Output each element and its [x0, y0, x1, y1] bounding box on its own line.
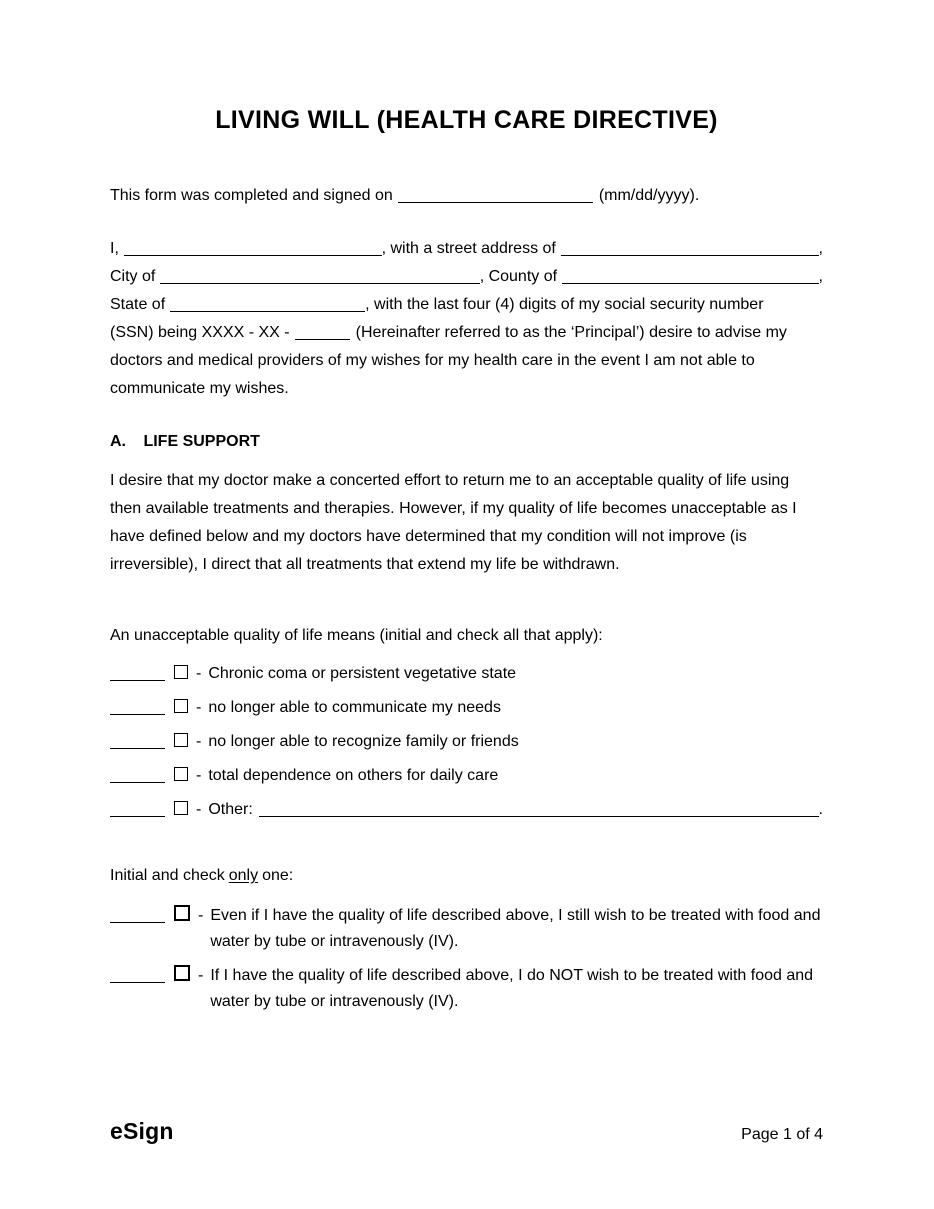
- principal-intro-text: I,: [110, 240, 119, 257]
- initials-field[interactable]: [110, 921, 165, 923]
- principal-paragraph: [110, 235, 823, 403]
- city-field[interactable]: [160, 282, 479, 284]
- initials-field[interactable]: [110, 679, 165, 681]
- ssn-last-four-field[interactable]: [295, 338, 350, 340]
- exclusive-option: [110, 963, 823, 1015]
- esign-logo: eSign: [110, 1118, 174, 1144]
- county-text: , County of: [479, 268, 558, 285]
- checkbox[interactable]: [174, 733, 188, 747]
- other-line-period: .: [818, 801, 823, 818]
- section-a-number: A.: [110, 433, 126, 450]
- checklist-prompt: An unacceptable quality of life means (initial and check all that apply):: [110, 627, 603, 644]
- checklist-item: [110, 731, 823, 753]
- initials-field[interactable]: [110, 781, 165, 783]
- principal-name-field[interactable]: [124, 254, 382, 256]
- principal-line-4: [110, 319, 823, 347]
- exclusive-prompt-post: one:: [262, 867, 294, 884]
- exclusive-option-label: Even if I have the quality of life described above, I still wish to be treated with food and water by tube or intravenously (IV).: [210, 907, 821, 950]
- dash-separator: -: [196, 767, 202, 784]
- signed-date-text: This form was completed and signed on: [110, 187, 393, 204]
- section-a-heading: [110, 429, 823, 455]
- other-description-field[interactable]: [259, 815, 819, 817]
- checklist-item-label: Other:: [208, 801, 253, 818]
- initials-field[interactable]: [110, 981, 165, 983]
- line-1-comma: ,: [818, 240, 823, 257]
- city-text: City of: [110, 268, 156, 285]
- date-format-hint: (mm/dd/yyyy).: [598, 187, 700, 204]
- principal-line-6: communicate my wishes.: [110, 380, 289, 397]
- principal-line-2: [110, 263, 823, 291]
- checklist-item-label: Chronic coma or persistent vegetative state: [208, 665, 517, 682]
- dash-separator: -: [198, 907, 204, 924]
- checklist-item-label: no longer able to recognize family or friends: [208, 733, 519, 750]
- dash-separator: -: [196, 699, 202, 716]
- checklist-item: [110, 697, 823, 719]
- dash-separator: -: [196, 733, 202, 750]
- document-title: LIVING WILL (HEALTH CARE DIRECTIVE): [215, 106, 718, 134]
- exclusive-option: [110, 903, 823, 955]
- exclusive-options-list: [110, 903, 823, 1015]
- unacceptable-quality-checklist: [110, 663, 823, 821]
- checklist-item-other: [110, 799, 823, 821]
- hereinafter-text: (Hereinafter referred to as the ‘Principal’) desire to advise my: [355, 324, 787, 341]
- exclusive-option-label: If I have the quality of life described above, I do NOT wish to be treated with food and water by tube or intravenously (IV).: [210, 967, 814, 1010]
- page-footer: [110, 1118, 823, 1145]
- exclusive-choice-prompt: [110, 863, 823, 889]
- checkbox[interactable]: [174, 965, 190, 981]
- state-text: State of: [110, 296, 166, 313]
- line-2-comma: ,: [818, 268, 823, 285]
- ssn-prefix-text: (SSN) being XXXX - XX -: [110, 324, 290, 341]
- exclusive-prompt-underlined: only: [228, 867, 259, 884]
- county-field[interactable]: [562, 282, 818, 284]
- street-address-field[interactable]: [561, 254, 819, 256]
- principal-line-3: [110, 291, 823, 319]
- checkbox[interactable]: [174, 665, 188, 679]
- ssn-intro-text: , with the last four (4) digits of my social security number: [365, 296, 764, 313]
- checklist-item: [110, 765, 823, 787]
- checkbox[interactable]: [174, 699, 188, 713]
- principal-line-1: [110, 235, 823, 263]
- section-a-title: LIFE SUPPORT: [143, 433, 260, 450]
- life-support-paragraph: I desire that my doctor make a concerted effort to return me to an acceptable quality of life using then available treatments and therapies. However, if my quality of life becomes unacceptable as I have defined below and my doctors have determined that my condition will not improve (is irreversible), I direct that all treatments that extend my life be withdrawn.: [110, 472, 797, 573]
- initials-field[interactable]: [110, 747, 165, 749]
- initials-field[interactable]: [110, 815, 165, 817]
- checkbox[interactable]: [174, 767, 188, 781]
- state-field[interactable]: [170, 310, 365, 312]
- street-address-text: , with a street address of: [381, 240, 556, 257]
- checkbox[interactable]: [174, 905, 190, 921]
- checklist-item: [110, 663, 823, 685]
- checklist-item-label: total dependence on others for daily care: [208, 767, 499, 784]
- exclusive-prompt-pre: Initial and check: [110, 867, 225, 884]
- dash-separator: -: [196, 665, 202, 682]
- checkbox[interactable]: [174, 801, 188, 815]
- dash-separator: -: [196, 801, 202, 818]
- principal-line-5: doctors and medical providers of my wishes for my health care in the event I am not able to: [110, 352, 755, 369]
- signed-date-blank-field[interactable]: [398, 201, 593, 203]
- initials-field[interactable]: [110, 713, 165, 715]
- signed-date-line: [110, 183, 823, 209]
- page-number: Page 1 of 4: [741, 1126, 823, 1143]
- dash-separator: -: [198, 967, 204, 984]
- checklist-item-label: no longer able to communicate my needs: [208, 699, 501, 716]
